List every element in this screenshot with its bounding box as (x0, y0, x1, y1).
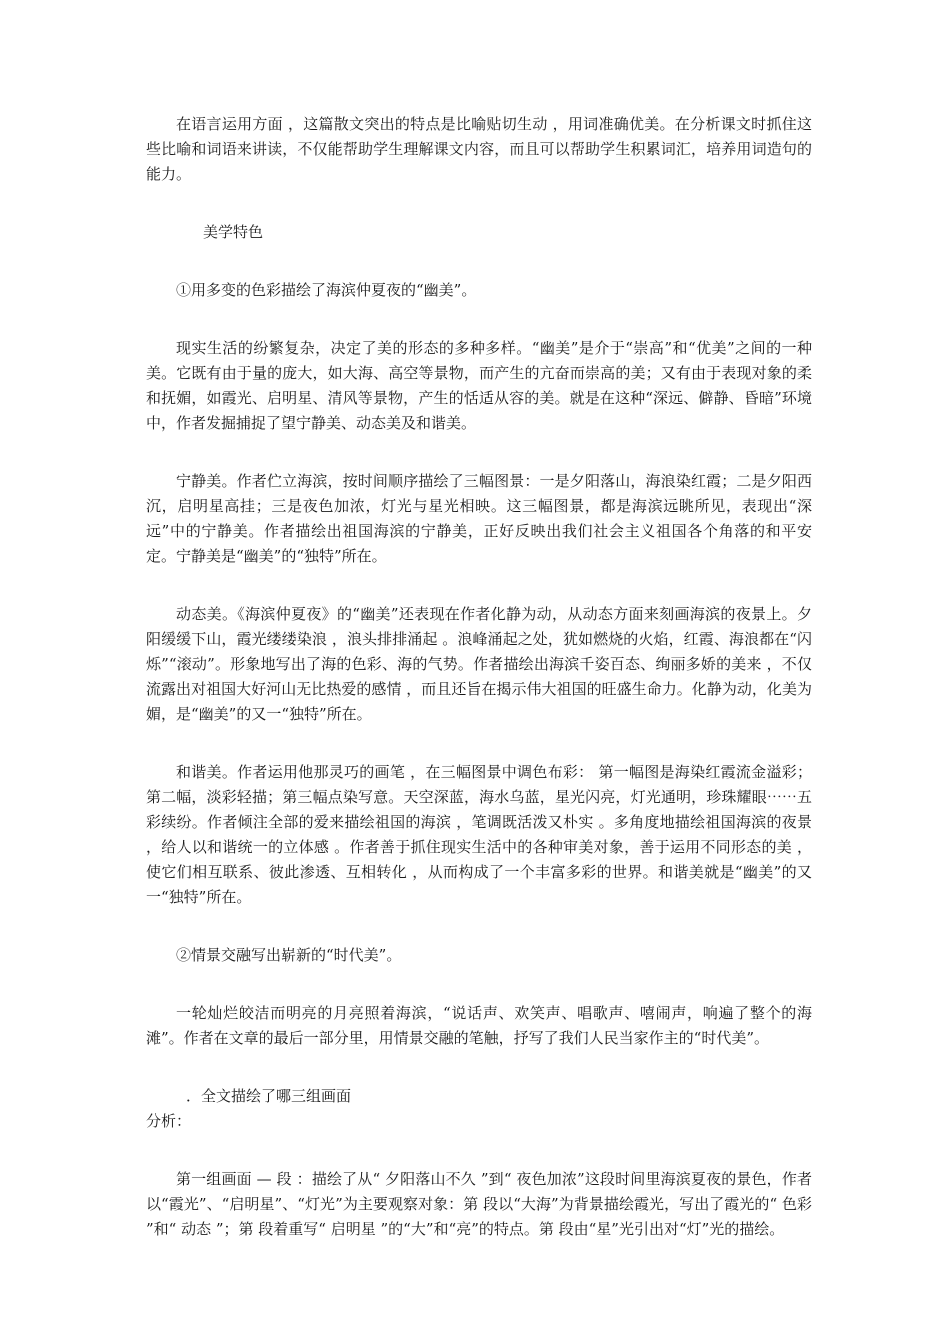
list-item-1: ①用多变的色彩描绘了海滨仲夏夜的“幽美”。 (176, 281, 477, 299)
section-heading-aesthetics: 美学特色 (203, 223, 264, 241)
paragraph-harmony-beauty: 和谐美。作者运用他那灵巧的画笔 ，在三幅图景中调色布彩： 第一幅图是海染红霞流金溢彩；第二幅，淡彩轻描；第三幅点染写意。天空深蓝，海水乌蓝，星光闪亮，灯光通明，珍珠耀眼⋯⋯五彩续纷。作者倾注全部的爱来描绘祖国的海滨 ，笔调既活泼又朴实 。多角度地描绘祖国海滨的夜景 ，给人以和谐统一的立体感 。作者善于抓住现实生活中的各种审美对象，善于运用不同形态的美 ，使它们相互联系、彼此渗透、互相转化 ，从而构成了一个丰富多彩的世界。和谐美就是“幽美”的又一“独特”所在。 (146, 763, 812, 906)
paragraph-dynamic-beauty: 动态美。《海滨仲夏夜》的“幽美”还表现在作者化静为动，从动态方面来刻画海滨的夜景上。夕阳缓缓下山，霞光缕缕染浪 ，浪头排排涌起 。浪峰涌起之处，犹如燃烧的火焰，红霞、海浪都在“闪烁”“滚动”。形象地写出了海的色彩、海的气势。作者描绘出海滨千姿百态、绚丽多娇的美来 ，不仅流露出对祖国大好河山无比热爱的感情 ，而且还旨在揭示伟大祖国的旺盛生命力。化静为动，化美为媚，是“幽美”的又一“独特”所在。 (146, 605, 812, 723)
paragraph-tranquil-beauty: 宁静美。作者伫立海滨，按时间顺序描绘了三幅图景：一是夕阳落山，海浪染红霞；二是夕阳西沉，启明星高挂；三是夜色加浓，灯光与星光相映。这三幅图景，都是海滨远眺所见，表现出“深远”中的宁静美。作者描绘出祖国海滨的宁静美，正好反映出我们社会主义祖国各个角落的和平安定。宁静美是“幽美”的“独特”所在。 (146, 472, 812, 565)
paragraph-era-beauty: 一轮灿烂皎洁而明亮的月亮照着海滨，“说话声、欢笑声、唱歌声、嘻闹声，响遍了整个的海滩”。作者在文章的最后一部分里，用情景交融的笔触，抒写了我们人民当家作主的“时代美”。 (146, 1004, 812, 1047)
analysis-label: 分析： (146, 1112, 192, 1130)
question-line: ．全文描绘了哪三组画面 (186, 1087, 352, 1105)
paragraph-first-group: 第一组画面 — 段 ：描绘了从“ 夕阳落山不久 ”到“ 夜色加浓”这段时间里海滨夏夜的景色，作者以“霞光”、“启明星”、“灯光”为主要观察对象：第 段以“大海”为背景描绘霞光，写出了霞光的“ 色彩 ”和“ 动态 ”；第 段着重写“ 启明星 ”的“大”和“亮”的特点。第 段由“星”光引出对“灯”光的描绘。 (146, 1170, 812, 1238)
paragraph-language-use: 在语言运用方面 ，这篇散文突出的特点是比喻贴切生动 ，用词准确优美。在分析课文时抓住这些比喻和词语来讲读，不仅能帮助学生理解课文内容，而且可以帮助学生积累词汇，培养用词造句的能力。 (146, 115, 812, 183)
paragraph-youmei: 现实生活的纷繁复杂，决定了美的形态的多种多样。“幽美”是介于“崇高”和“优美”之间的一种美。它既有由于量的庞大，如大海、高空等景物，而产生的亢奋而崇高的美；又有由于表现对象的柔和抚媚，如霞光、启明星、清风等景物，产生的恬适从容的美。就是在这种“深远、僻静、昏暗”环境中，作者发掘捕捉了望宁静美、动态美及和谐美。 (146, 339, 812, 432)
list-item-2: ②情景交融写出崭新的“时代美”。 (176, 946, 402, 964)
document-page (146, 112, 812, 1275)
